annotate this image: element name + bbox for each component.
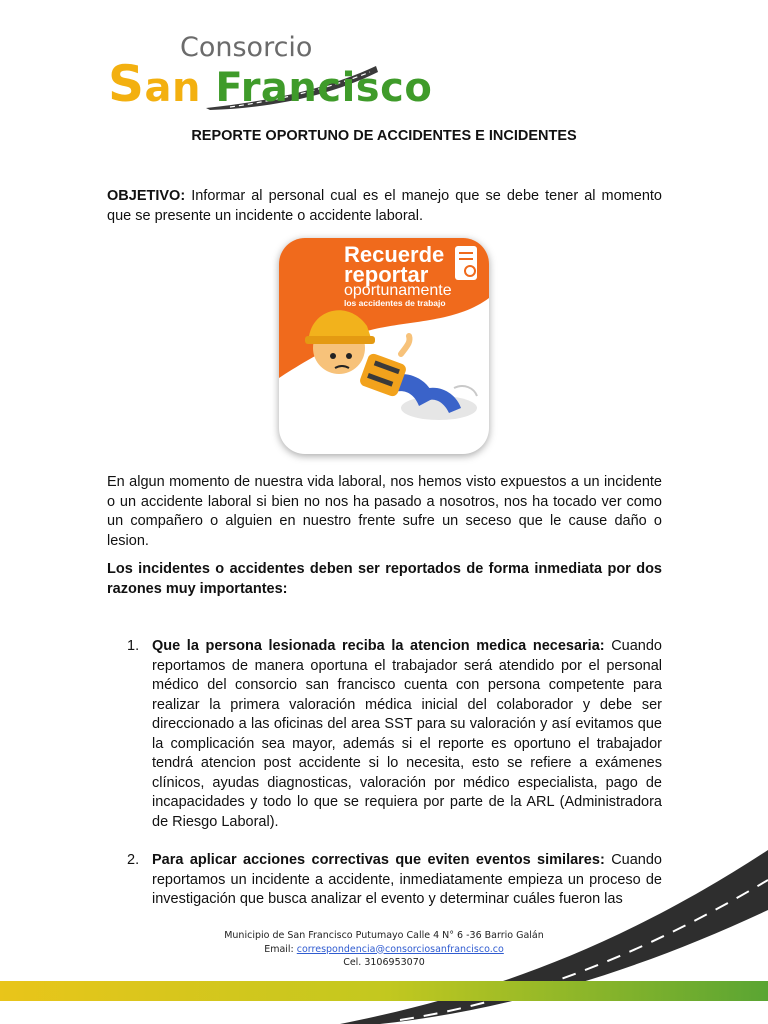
logo-s-letter: S: [108, 55, 145, 113]
reason-number: 1.: [127, 638, 140, 654]
illustration-line-reportar: reportar: [344, 262, 429, 287]
objective-paragraph: [107, 187, 662, 226]
report-accident-illustration: [279, 238, 489, 454]
footer-email-link[interactable]: correspondencia@consorciosanfrancisco.co: [296, 943, 504, 955]
illustration-line-oportunamente: oportunamente: [344, 282, 452, 299]
objective-text: Informar al personal cual es el manejo que se debe tener al momento que se presente un incidente o accidente laboral.: [107, 188, 662, 224]
illustration-line-accidentes: los accidentes de trabajo: [344, 298, 446, 308]
intro-paragraph: En algun momento de nuestra vida laboral, nos hemos visto expuestos a un incidente o un accidente laboral si bien no nos ha pasado a nosotros, nos ha tocado ver como un compañero o alguien en nuestro frente sufre un seceso que le cause daño o lesion.: [107, 474, 662, 549]
logo-consorcio-text: Consorcio: [180, 32, 313, 63]
footer-color-bar: [0, 981, 768, 1001]
logo-san-francisco: [108, 55, 433, 113]
objective-label: OBJETIVO:: [107, 188, 186, 204]
reason-title: Para aplicar acciones correctivas que eviten eventos similares:: [152, 852, 605, 868]
footer-address: Municipio de San Francisco Putumayo Calle 4 N° 6 -36 Barrio Galán: [224, 930, 544, 941]
reason-title: Que la persona lesionada reciba la atencion medica necesaria:: [152, 638, 605, 654]
reason-text: Cuando reportamos un incidente a accidente, inmediatamente empieza un proceso de investigación que busca analizar el evento y determinar cuáles fueron las: [152, 852, 662, 907]
footer-phone: Cel. 3106953070: [343, 957, 425, 968]
footer: [0, 929, 768, 970]
reason-number: 2.: [127, 852, 140, 868]
reason-text: Cuando reportamos de manera oportuna el trabajador será atendido por el personal médico del consorcio san francisco cuenta con persona competente para realizar la primera valoración médica inicial del colaborador y debe ser direccionado a las oficinas del area SST para su valoración y así evitamos que la complicación sea mayor, además si el reporte es oportuno el trabajador tendrá atencion post accidente si lo necesita, esto se refiere a exámenes clínicos, ayudas diagnosticas, valoración por médico especialista, pago de incapacidades y todo lo que se requiera por parte de la ARL (Administradora de Riesgo Laboral).: [152, 638, 662, 830]
footer-email-label: Email:: [264, 943, 297, 955]
page-title: REPORTE OPORTUNO DE ACCIDENTES E INCIDENTES: [191, 128, 577, 144]
logo-an-text: an: [144, 65, 216, 111]
logo-francisco-text: Francisco: [215, 65, 433, 111]
reason-item-1: [107, 637, 662, 832]
reasons-heading: Los incidentes o accidentes deben ser reportados de forma inmediata por dos razones muy importantes:: [107, 561, 662, 597]
illustration-line-recuerde: Recuerde: [344, 242, 445, 267]
footer-email-line: [0, 943, 768, 957]
